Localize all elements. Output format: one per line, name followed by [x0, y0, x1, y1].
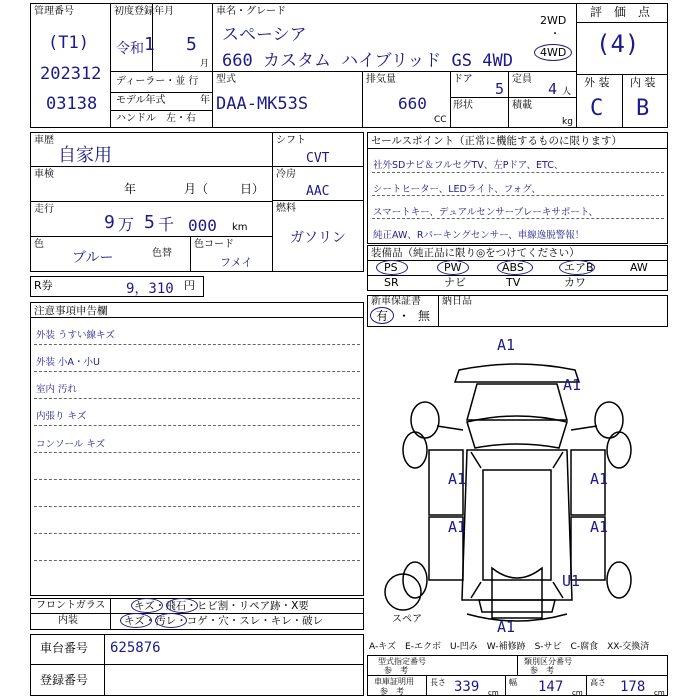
history: 自家用 — [58, 145, 112, 166]
month-unit: 月 — [200, 59, 210, 69]
class-label: 類別区分番号 — [524, 657, 572, 666]
color: ブルー — [72, 250, 114, 266]
equipment-circle — [559, 260, 595, 275]
equipment-item: PS — [384, 261, 398, 274]
displacement: 660 — [398, 94, 427, 113]
warranty-dot: ・ — [398, 309, 411, 323]
equipment-item: TV — [506, 276, 521, 289]
cert-label: 車庫証明用 — [374, 677, 414, 686]
equipment-circle — [376, 260, 408, 275]
car-name: スペーシア — [222, 25, 307, 45]
mgmt-number-2: 03138 — [46, 94, 98, 114]
era-year: 1 — [144, 34, 155, 55]
sales-points-title: セールスポイント（正常に機能するものに限ります） — [371, 135, 623, 147]
damage-mark: A1 — [448, 518, 467, 536]
height: 178 — [620, 679, 646, 695]
warranty-yes: 有 — [376, 309, 389, 323]
mileage-label: 走行 — [34, 204, 54, 215]
sales-point-line: スマートキー、デュアルセンサーブレーキサポート、 — [373, 207, 599, 218]
color-code: フメイ — [220, 256, 253, 269]
fuel-label: 燃料 — [276, 203, 296, 214]
year-unit: 年 — [200, 95, 210, 106]
sen-unit: 千 — [158, 215, 175, 234]
damage-mark: U1 — [562, 572, 581, 590]
car-grade: 660 カスタム ハイブリッド GS 4WD — [222, 51, 513, 71]
damage-mark: A1 — [497, 618, 516, 636]
equipment-item: SR — [384, 276, 399, 289]
model-label: 型式 — [216, 74, 236, 85]
handle-label: ハンドル 左・右 — [116, 113, 196, 124]
shift: CVT — [306, 151, 330, 166]
ac: AAC — [306, 184, 330, 199]
model-year-label: モデル年式 — [116, 95, 166, 106]
inspection-month: 月（ — [184, 182, 209, 196]
repaint-label: 色替 — [152, 248, 172, 259]
color-label: 色 — [34, 239, 44, 250]
damage-mark: A1 — [563, 376, 582, 394]
displacement-label: 排気量 — [366, 74, 396, 85]
inspection-day: 日） — [240, 182, 265, 196]
dealer-label: ディーラー・並 行 — [116, 76, 199, 87]
mgmt-number-1: 202312 — [40, 64, 102, 84]
ac-label: 冷房 — [276, 169, 296, 180]
capacity-label: 定員 — [512, 74, 532, 85]
drive-4wd: 4WD — [540, 46, 567, 59]
front-glass-circle — [131, 598, 163, 613]
sales-point-line: 社外SDナビ＆フルセグTV、左Pドア、ETC、 — [373, 160, 564, 171]
shape-label: 形状 — [453, 100, 473, 111]
length-unit: cm — [488, 689, 499, 697]
interior-grade: B — [636, 96, 650, 121]
type-cert-ref: 参 考 — [384, 666, 408, 675]
type-cert-label: 型式指定番号 — [378, 657, 426, 666]
note-item: コンソール キズ — [36, 439, 106, 450]
note-item: 室内 汚れ — [36, 384, 78, 395]
inspection-label: 車検 — [34, 169, 54, 180]
equipment-item: カワ — [564, 276, 586, 289]
score-label: 評 価 点 — [590, 5, 651, 19]
equipment-item: エアB — [564, 261, 594, 274]
recycle-amount: 9，310 — [126, 281, 174, 297]
note-item: 外装 うすい線キズ — [36, 330, 115, 341]
interior-items: キズ・汚レ・コゲ・穴・スレ・キレ・破レ — [124, 615, 324, 627]
damage-mark: A1 — [448, 470, 467, 488]
equipment-title: 装備品（純正品に限り◎をつけてください） — [371, 247, 580, 259]
sales-point-line: 純正AW、Rパーキングセンサー、車線逸脱警報！ — [373, 230, 585, 241]
inspection-year: 年 — [124, 182, 137, 196]
doors: 5 — [495, 80, 505, 98]
front-glass-circle — [166, 598, 198, 613]
height-label: 高さ — [590, 678, 606, 687]
mileage-man: 9 — [104, 212, 115, 233]
recycle-label: R券 — [34, 279, 53, 292]
drive-dot: ・ — [550, 29, 560, 40]
recycle-box — [30, 276, 204, 297]
chassis-label: 車台番号 — [40, 641, 89, 655]
equipment-circle — [497, 260, 533, 275]
class-ref: 参 考 — [530, 666, 554, 675]
reg-month: 5 — [186, 34, 197, 55]
equipment-item: PW — [444, 261, 462, 274]
mgmt-label: 管理番号 — [34, 6, 74, 17]
width: 147 — [538, 679, 564, 695]
note-item: 内張り キズ — [36, 411, 87, 422]
interior-circle — [155, 613, 187, 628]
chassis-number: 625876 — [110, 640, 161, 656]
interior-label: 内 装 — [630, 76, 656, 89]
doors-label: ドア — [453, 74, 473, 85]
load-label: 積載 — [512, 100, 532, 111]
damage-mark: A1 — [590, 518, 609, 536]
warranty-no: 無 — [418, 309, 431, 323]
width-label: 幅 — [509, 678, 517, 687]
kg-unit: kg — [562, 117, 573, 127]
interior-items-label: 内装 — [58, 615, 78, 626]
km-unit: km — [232, 222, 248, 233]
era: 令和 — [116, 41, 144, 57]
shift-label: シフト — [276, 135, 306, 146]
model-code: DAA-MK53S — [216, 94, 309, 114]
equipment-item: ナビ — [444, 276, 466, 289]
front-glass-items: キズ・飛石・ヒビ割・リペア跡・X要 — [134, 600, 309, 612]
car-diagram — [367, 330, 668, 640]
mgmt-code: (T1) — [48, 33, 89, 53]
equipment-circle — [437, 260, 469, 275]
notes-title: 注意事項申告欄 — [34, 305, 108, 317]
warranty-label: 新車保証書 — [371, 296, 421, 307]
capacity: 4 — [548, 80, 558, 98]
width-unit: cm — [572, 689, 583, 697]
note-item: 外装 小A・小U — [36, 357, 100, 368]
sales-point-line: シートヒーター、LEDライト、フォグ、 — [373, 184, 541, 195]
equipment-item: ABS — [502, 261, 524, 274]
score: (4) — [596, 30, 640, 58]
length: 339 — [454, 679, 480, 695]
cert-ref: 参 考 — [380, 687, 404, 696]
front-glass-label: フロントガラス — [36, 600, 106, 611]
spare-label: スペア — [392, 614, 422, 625]
mileage-sen: 5 — [144, 212, 155, 233]
cc-unit: CC — [434, 115, 447, 125]
color-code-label: 色コード — [194, 239, 234, 250]
man-unit: 万 — [118, 215, 135, 234]
damage-mark: A1 — [590, 470, 609, 488]
delivery-label: 納日品 — [442, 296, 472, 307]
first-reg-label: 初度登録年月 — [114, 6, 174, 17]
exterior-grade: C — [590, 96, 604, 121]
interior-circle — [120, 613, 152, 628]
warranty-yes-circle — [370, 307, 394, 324]
history-label: 車歴 — [34, 135, 54, 146]
registration-label: 登録番号 — [40, 673, 89, 687]
equipment-item: AW — [630, 261, 648, 274]
damage-legend: A-キズ E-エクボ U-凹み W-補修跡 S-サビ C-腐食 XX-交換済 — [369, 642, 650, 652]
yen-unit: 円 — [184, 279, 195, 292]
length-label: 長さ — [430, 678, 446, 687]
mileage-rest: 000 — [188, 216, 217, 235]
height-unit: cm — [654, 689, 665, 697]
person-unit: 人 — [562, 87, 572, 97]
name-label: 車名・グレード — [216, 6, 286, 17]
fuel: ガソリン — [290, 230, 346, 246]
exterior-label: 外 装 — [584, 76, 610, 89]
drive-2wd: 2WD — [540, 14, 567, 27]
damage-mark: A1 — [497, 336, 516, 354]
